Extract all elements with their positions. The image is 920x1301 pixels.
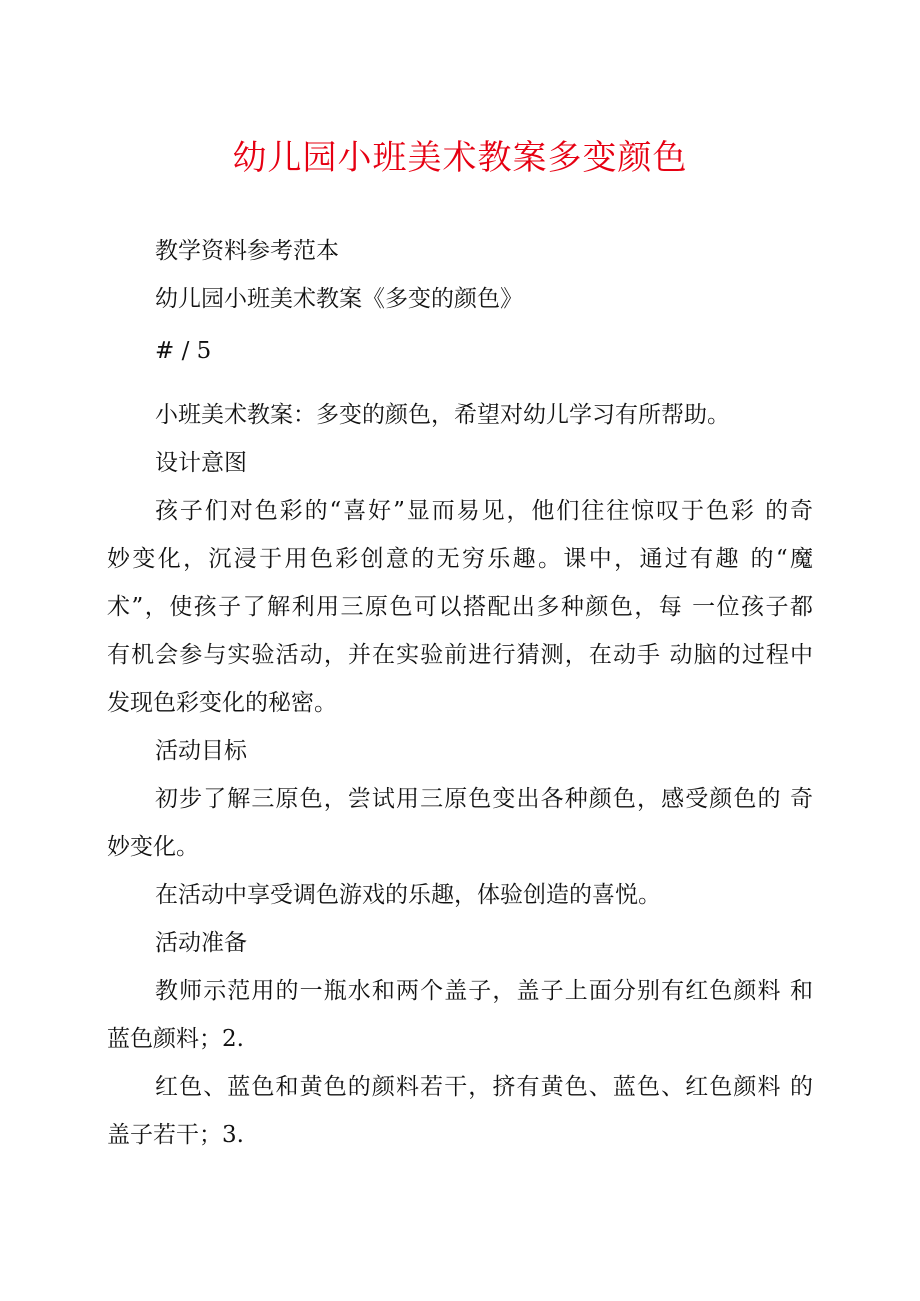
text-line: 有机会参与实验活动，并在实验前进行猜测，在动手 动脑的过程中 [107,642,813,668]
text-line: 初步了解三原色，尝试用三原色变出各种颜色，感受颜色的 奇 [155,786,813,812]
text-line: 教师示范用的一瓶水和两个盖子，盖子上面分别有红色颜料 和 [155,978,813,1004]
text-line: 妙变化，沉浸于用色彩创意的无穷乐趣。课中，通过有趣 的“魔 [107,546,813,572]
text-line: 孩子们对色彩的“喜好”显而易见，他们往往惊叹于色彩 的奇 [155,498,813,524]
text-line: 活动目标 [155,738,247,764]
text-line: 幼儿园小班美术教案《多变的颜色》 [155,286,523,312]
text-line: 红色、蓝色和黄色的颜料若干，挤有黄色、蓝色、红色颜料 的 [155,1074,813,1100]
text-line: 活动准备 [155,930,247,956]
text-line: 发现色彩变化的秘密。 [107,690,337,716]
document-title: 幼儿园小班美术教案多变颜色 [232,138,688,178]
text-line: 在活动中享受调色游戏的乐趣，体验创造的喜悦。 [155,882,661,908]
text-line: 盖子若干；3. [107,1122,244,1148]
text-line: 教学资料参考范本 [155,238,339,264]
text-line: 小班美术教案：多变的颜色，希望对幼儿学习有所帮助。 [155,402,730,428]
text-line: 设计意图 [155,450,247,476]
text-line: 蓝色颜料；2. [107,1026,244,1052]
text-line: 术”，使孩子了解利用三原色可以搭配出多种颜色，每 一位孩子都 [107,594,813,620]
text-line: 妙变化。 [107,834,199,860]
text-line: # / 5 [155,338,212,364]
